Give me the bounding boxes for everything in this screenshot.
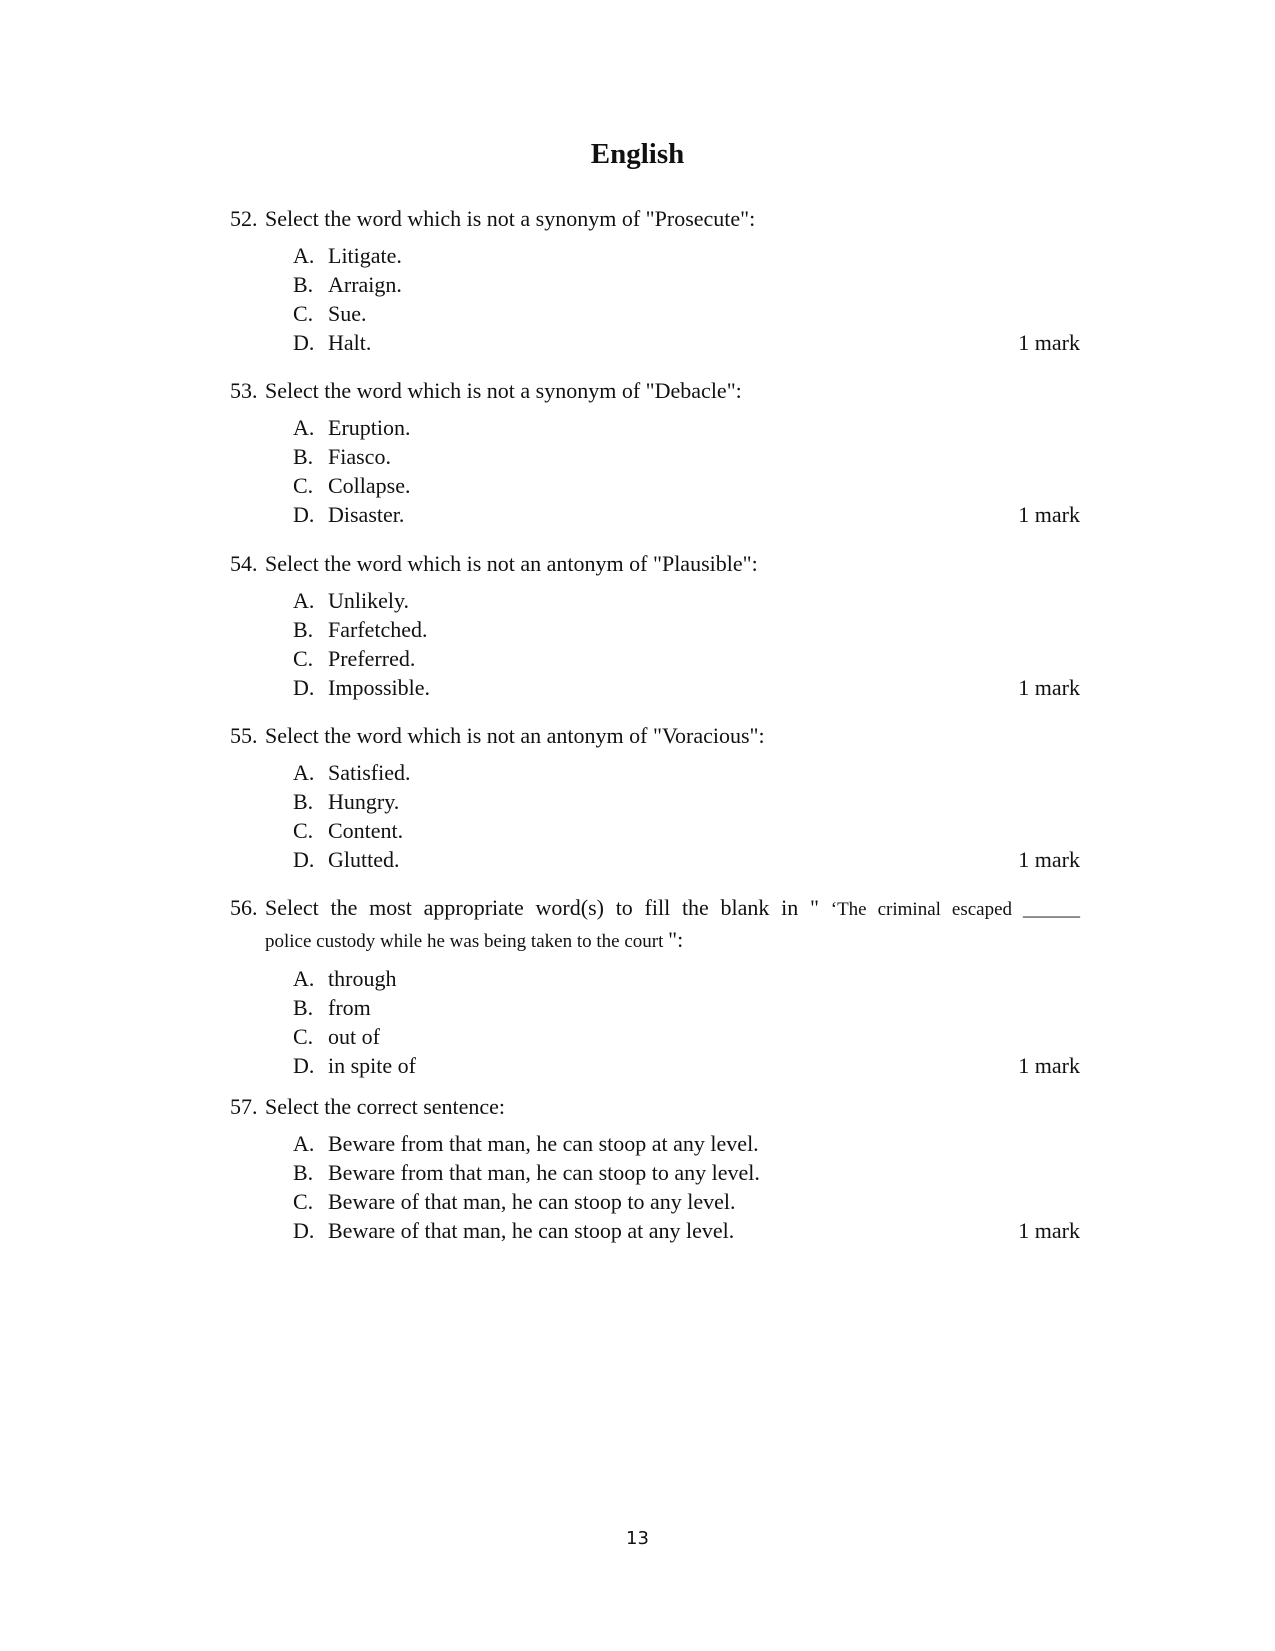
- option-text: Halt.: [328, 330, 372, 355]
- option-text: Beware of that man, he can stoop to any level.: [328, 1189, 736, 1214]
- options-list: [230, 964, 1080, 1080]
- option-letter: D.: [293, 1053, 315, 1078]
- question-prompt: Select the word which is not an antonym of "Plausible":: [265, 551, 758, 576]
- question-prompt: Select the correct sentence:: [265, 1094, 506, 1119]
- question-prompt: Select the word which is not a synonym of "Debacle":: [265, 378, 742, 403]
- mark-label: 1 mark: [1018, 330, 1080, 355]
- option-letter: A.: [293, 588, 315, 613]
- option-letter: A.: [293, 243, 315, 268]
- option-text: Satisfied.: [328, 760, 411, 785]
- question-quote-continued: police custody while he was being taken to the court: [265, 931, 664, 952]
- question-number: 53.: [230, 378, 258, 403]
- question-text: [230, 376, 1080, 406]
- option-a: [230, 586, 1080, 615]
- options-list: [230, 413, 1080, 529]
- question-prompt: Select the word which is not an antonym of "Voracious":: [265, 723, 765, 748]
- option-text: through: [328, 966, 397, 991]
- option-letter: B.: [293, 1160, 314, 1185]
- question-number: 56.: [230, 895, 258, 920]
- mark-label: 1 mark: [1018, 1053, 1080, 1078]
- option-c: [230, 644, 1080, 673]
- option-text: Preferred.: [328, 646, 416, 671]
- option-c: [230, 299, 1080, 328]
- option-b: [230, 1158, 1080, 1187]
- option-a: [230, 241, 1080, 270]
- option-a: [230, 1129, 1080, 1158]
- option-letter: D.: [293, 502, 315, 527]
- options-list: [230, 758, 1080, 874]
- option-text: from: [328, 995, 371, 1020]
- option-letter: D.: [293, 675, 315, 700]
- question-54: [230, 549, 1080, 702]
- option-d: [230, 1051, 1080, 1080]
- option-letter: D.: [293, 330, 315, 355]
- option-b: [230, 615, 1080, 644]
- question-text: [230, 549, 1080, 579]
- option-b: [230, 442, 1080, 471]
- option-letter: C.: [293, 1189, 314, 1214]
- option-letter: D.: [293, 1218, 315, 1243]
- question-text: [230, 1092, 1080, 1122]
- option-letter: B.: [293, 617, 314, 642]
- option-text: Sue.: [328, 301, 367, 326]
- option-letter: C.: [293, 818, 314, 843]
- option-b: [230, 270, 1080, 299]
- question-53: [230, 376, 1080, 529]
- option-d: [230, 673, 1080, 702]
- question-prompt: Select the word which is not a synonym of "Prosecute":: [265, 206, 756, 231]
- option-d: [230, 500, 1080, 529]
- question-number: 54.: [230, 551, 258, 576]
- options-list: [230, 241, 1080, 357]
- option-text: Disaster.: [328, 502, 405, 527]
- option-text: Collapse.: [328, 473, 411, 498]
- option-text: in spite of: [328, 1053, 416, 1078]
- option-d: [230, 1216, 1080, 1245]
- option-text: Beware from that man, he can stoop at any level.: [328, 1131, 759, 1156]
- option-letter: A.: [293, 415, 315, 440]
- option-b: [230, 993, 1080, 1022]
- question-text-continued: [230, 925, 1080, 957]
- option-text: Fiasco.: [328, 444, 391, 469]
- question-text: [230, 721, 1080, 751]
- option-text: Glutted.: [328, 847, 400, 872]
- option-letter: A.: [293, 760, 315, 785]
- option-letter: C.: [293, 1024, 314, 1049]
- option-c: [230, 1022, 1080, 1051]
- option-text: Unlikely.: [328, 588, 410, 613]
- question-55: [230, 721, 1080, 874]
- mark-label: 1 mark: [1018, 675, 1080, 700]
- question-number: 55.: [230, 723, 258, 748]
- option-letter: B.: [293, 444, 314, 469]
- question-text: [230, 204, 1080, 234]
- option-letter: B.: [293, 272, 314, 297]
- option-text: Content.: [328, 818, 404, 843]
- options-list: [230, 586, 1080, 702]
- option-text: Beware of that man, he can stoop at any level.: [328, 1218, 735, 1243]
- option-text: Farfetched.: [328, 617, 428, 642]
- question-text: [230, 893, 1080, 925]
- option-text: Arraign.: [328, 272, 402, 297]
- question-number: 57.: [230, 1094, 258, 1119]
- question-57: [230, 1092, 1080, 1245]
- option-a: [230, 964, 1080, 993]
- option-letter: A.: [293, 966, 315, 991]
- question-number: 52.: [230, 206, 258, 231]
- options-list: [230, 1129, 1080, 1245]
- option-text: Impossible.: [328, 675, 431, 700]
- mark-label: 1 mark: [1018, 847, 1080, 872]
- mark-label: 1 mark: [1018, 502, 1080, 527]
- page-title: English: [590, 138, 685, 170]
- option-letter: B.: [293, 789, 314, 814]
- option-letter: C.: [293, 646, 314, 671]
- option-text: Eruption.: [328, 415, 411, 440]
- option-d: [230, 328, 1080, 357]
- option-letter: A.: [293, 1131, 315, 1156]
- option-b: [230, 787, 1080, 816]
- option-a: [230, 413, 1080, 442]
- option-c: [230, 471, 1080, 500]
- question-quote: ‘The criminal escaped ______: [830, 899, 1081, 920]
- page-number: 13: [626, 1528, 649, 1549]
- option-letter: C.: [293, 473, 314, 498]
- option-letter: D.: [293, 847, 315, 872]
- option-c: [230, 816, 1080, 845]
- question-quote-end: ":: [668, 927, 684, 952]
- option-letter: C.: [293, 301, 314, 326]
- option-text: Hungry.: [328, 789, 400, 814]
- mark-label: 1 mark: [1018, 1218, 1080, 1243]
- question-52: [230, 204, 1080, 357]
- option-c: [230, 1187, 1080, 1216]
- question-prompt: Select the most appropriate word(s) to fill the blank in ": [265, 895, 819, 920]
- option-text: out of: [328, 1024, 380, 1049]
- option-letter: B.: [293, 995, 314, 1020]
- option-d: [230, 845, 1080, 874]
- option-text: Beware from that man, he can stoop to any level.: [328, 1160, 760, 1185]
- option-a: [230, 758, 1080, 787]
- question-56: [230, 893, 1080, 1080]
- option-text: Litigate.: [328, 243, 402, 268]
